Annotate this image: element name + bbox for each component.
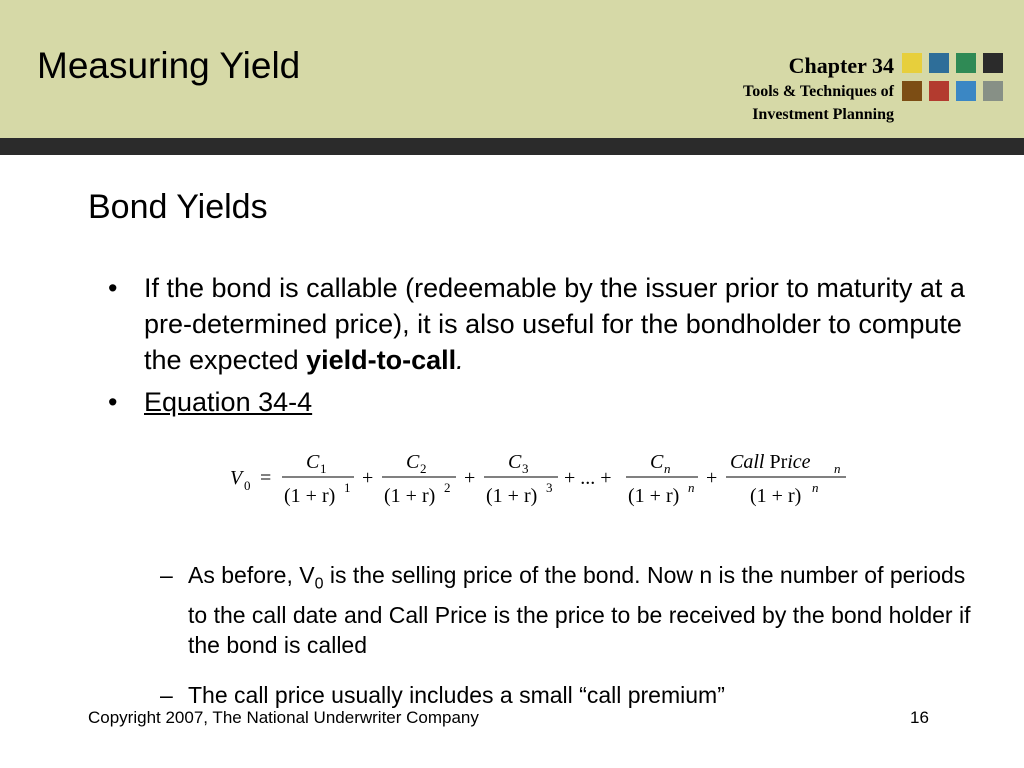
bullet-list: [108, 270, 998, 426]
color-square: [902, 53, 922, 73]
bullet-dot: •: [108, 273, 118, 303]
chapter-subtitle-line2: Investment Planning: [752, 106, 894, 123]
footer-page-number: 16: [910, 708, 929, 727]
equation-lhs-sub: 0: [244, 478, 251, 493]
callprice-denominator: (1 + r): [750, 485, 802, 507]
color-square: [956, 53, 976, 73]
equation-link[interactable]: Equation 34-4: [144, 387, 313, 417]
bullet-item: [108, 384, 998, 420]
term1-exponent: 1: [344, 480, 351, 495]
bullet-period: .: [456, 345, 464, 375]
term1-denominator: (1 + r): [284, 485, 336, 507]
sub-bullet-text-b: is the selling price of the bond. Now n is the number of periods to the call date and Call Price is the price to be received by the bond holder if the bond is called: [188, 562, 971, 658]
termn-exponent: n: [688, 480, 695, 495]
color-square: [929, 53, 949, 73]
bullet-bold-term: yield-to-call: [306, 345, 457, 375]
termn-denominator: (1 + r): [628, 485, 680, 507]
equation-34-4: [222, 440, 862, 520]
callprice-sub: n: [834, 461, 841, 476]
bullet-item: [108, 270, 998, 378]
term3-exponent: 3: [546, 480, 553, 495]
term3-numerator-sub: 3: [522, 461, 529, 476]
sub-bullet-item: [160, 560, 980, 660]
callprice-exponent: n: [812, 480, 819, 495]
callprice-part-a: Call: [730, 451, 765, 473]
term2-numerator-sub: 2: [420, 461, 427, 476]
callprice-part-b: Pr: [764, 451, 788, 473]
sub-bullet-text: The call price usually includes a small “call premium”: [188, 681, 725, 708]
term3-denominator: (1 + r): [486, 485, 538, 507]
term2-numerator: C: [406, 451, 420, 473]
sub-bullet-item: [160, 680, 980, 710]
color-square: [983, 53, 1003, 73]
plus-sign: +: [706, 467, 718, 489]
chapter-title: Chapter 34: [788, 53, 894, 78]
footer-copyright: Copyright 2007, The National Underwriter Company: [88, 708, 479, 727]
bullet-dot: •: [108, 387, 118, 417]
callprice-part-c: ice: [787, 451, 811, 473]
term1-numerator: C: [306, 451, 320, 473]
term3-numerator: C: [508, 451, 522, 473]
equation-equals: =: [260, 467, 272, 489]
plus-sign: +: [362, 467, 374, 489]
color-square: [983, 81, 1003, 101]
chapter-info: [634, 52, 894, 126]
plus-sign: +: [464, 467, 476, 489]
termn-numerator-sub: n: [664, 461, 671, 476]
bullet-text: If the bond is callable (redeemable by the issuer prior to maturity at a pre-determined price), it is also useful for the bondholder to compute the expected: [144, 273, 965, 375]
color-square: [902, 81, 922, 101]
color-square: [929, 81, 949, 101]
equation-lhs: V: [230, 467, 243, 489]
chapter-subtitle-line1: Tools & Techniques of: [742, 83, 894, 100]
section-heading: Bond Yields: [88, 188, 268, 226]
sub-bullet-text-a: As before, V: [188, 562, 315, 588]
term2-denominator: (1 + r): [384, 485, 436, 507]
slide-title: Measuring Yield: [37, 45, 301, 86]
sub-bullet-list: [160, 560, 980, 730]
ellipsis-plus: + ... +: [564, 467, 612, 489]
decorative-squares: [902, 53, 1006, 105]
sub-bullet-subscript: 0: [314, 575, 324, 593]
term1-numerator-sub: 1: [320, 461, 327, 476]
color-square: [956, 81, 976, 101]
callprice-numerator: [730, 451, 811, 473]
termn-numerator: C: [650, 451, 664, 473]
sub-bullet-dash: –: [160, 681, 173, 708]
header-divider-bar: [0, 138, 1024, 155]
term2-exponent: 2: [444, 480, 451, 495]
sub-bullet-dash: –: [160, 562, 173, 588]
